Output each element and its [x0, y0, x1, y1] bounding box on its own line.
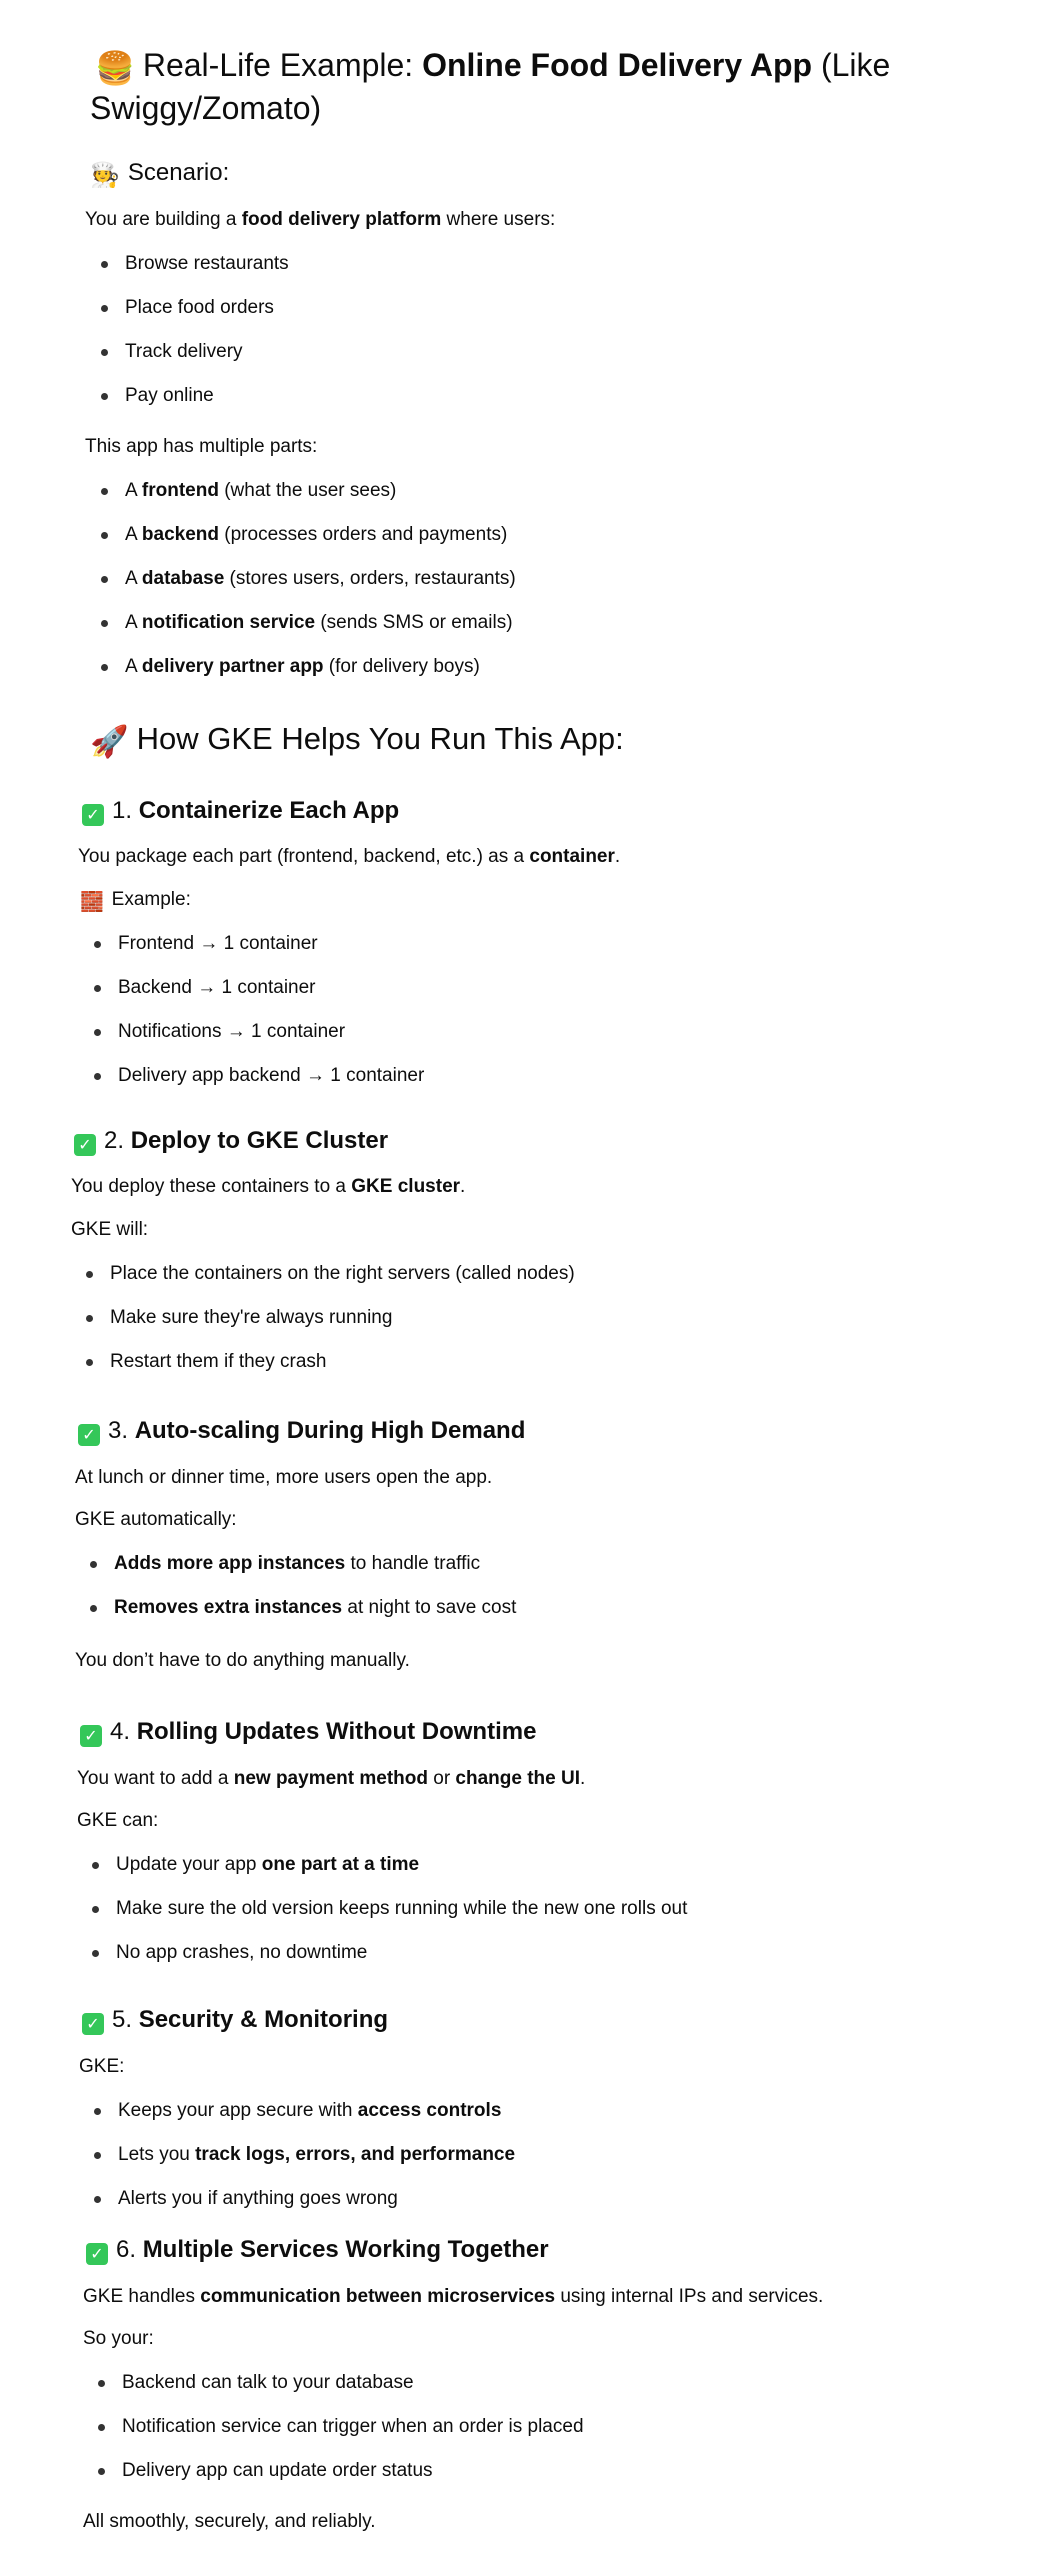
section-6-so: So your: — [83, 2328, 154, 2349]
parts-list — [88, 469, 516, 689]
list-item: Pay online — [88, 374, 289, 418]
list-item: Backend can talk to your database — [85, 2361, 584, 2405]
check-icon: ✓ — [86, 2243, 108, 2265]
list-item: Update your app one part at a time — [79, 1843, 687, 1887]
section-4-can: GKE can: — [77, 1810, 159, 1831]
section-5-heading: ✓ 5. Security & Monitoring — [82, 2005, 388, 2035]
list-item: Place the containers on the right servers (called nodes) — [73, 1252, 575, 1296]
section-5-gke: GKE: — [79, 2056, 125, 2077]
list-item: Make sure the old version keeps running while the new one rolls out — [79, 1887, 687, 1931]
list-item: Lets you track logs, errors, and performance — [81, 2133, 515, 2177]
list-item: A database (stores users, orders, restaurants) — [88, 557, 516, 601]
list-item: A delivery partner app (for delivery boys) — [88, 645, 516, 689]
check-icon: ✓ — [82, 2013, 104, 2035]
list-item: A notification service (sends SMS or emails) — [88, 601, 516, 645]
list-item: Frontend → 1 container — [81, 922, 424, 966]
list-item: A backend (processes orders and payments) — [88, 513, 516, 557]
section-3-auto: GKE automatically: — [75, 1509, 237, 1530]
list-item: A frontend (what the user sees) — [88, 469, 516, 513]
list-item: Keeps your app secure with access controls — [81, 2089, 515, 2133]
scenario-intro: You are building a food delivery platform where users: — [85, 209, 556, 230]
rocket-icon: 🚀 — [90, 724, 129, 759]
list-item: Alerts you if anything goes wrong — [81, 2177, 515, 2221]
section-4-text: You want to add a new payment method or change the UI. — [77, 1768, 586, 1789]
section-1-list — [81, 922, 424, 1098]
section-1-text: You package each part (frontend, backend, etc.) as a container. — [78, 846, 621, 867]
page-title: 🍔 Real-Life Example: Online Food Delivery App (Like Swiggy/Zomato) — [90, 47, 891, 126]
list-item: Track delivery — [88, 330, 289, 374]
list-item: Adds more app instances to handle traffic — [77, 1542, 516, 1586]
section-3-text: At lunch or dinner time, more users open the app. — [75, 1467, 493, 1488]
check-icon: ✓ — [78, 1424, 100, 1446]
bricks-icon: 🧱 — [80, 892, 104, 913]
section-2-list — [73, 1252, 575, 1384]
list-item: Make sure they're always running — [73, 1296, 575, 1340]
list-item: No app crashes, no downtime — [79, 1931, 687, 1975]
list-item: Notifications → 1 container — [81, 1010, 424, 1054]
check-icon: ✓ — [82, 804, 104, 826]
list-item: Delivery app backend → 1 container — [81, 1054, 424, 1098]
list-item: Delivery app can update order status — [85, 2449, 584, 2493]
section-3-outro: You don’t have to do anything manually. — [75, 1650, 410, 1671]
section-5-list — [81, 2089, 515, 2221]
section-6-list — [85, 2361, 584, 2493]
how-heading: 🚀 How GKE Helps You Run This App: — [90, 721, 624, 759]
section-2-will: GKE will: — [71, 1219, 149, 1240]
list-item: Restart them if they crash — [73, 1340, 575, 1384]
section-3-list — [77, 1542, 516, 1630]
list-item: Place food orders — [88, 286, 289, 330]
scenario-heading: 🧑‍🍳 Scenario: — [90, 159, 230, 189]
check-icon: ✓ — [74, 1134, 96, 1156]
cook-icon: 🧑‍🍳 — [90, 162, 120, 189]
list-item: Removes extra instances at night to save cost — [77, 1586, 516, 1630]
section-3-heading: ✓ 3. Auto-scaling During High Demand — [78, 1416, 525, 1446]
section-6-outro: All smoothly, securely, and reliably. — [83, 2511, 376, 2532]
list-item: Browse restaurants — [88, 242, 289, 286]
section-6-text: GKE handles communication between microservices using internal IPs and services. — [83, 2286, 824, 2307]
burger-icon: 🍔 — [95, 50, 135, 86]
scenario-list — [88, 242, 289, 418]
section-2-heading: ✓ 2. Deploy to GKE Cluster — [74, 1126, 388, 1156]
list-item: Backend → 1 container — [81, 966, 424, 1010]
example-label: 🧱 Example: — [80, 880, 191, 920]
section-4-list — [79, 1843, 687, 1975]
check-icon: ✓ — [80, 1725, 102, 1747]
list-item: Notification service can trigger when an order is placed — [85, 2405, 584, 2449]
section-4-heading: ✓ 4. Rolling Updates Without Downtime — [80, 1717, 536, 1747]
section-1-heading: ✓ 1. Containerize Each App — [82, 796, 399, 826]
parts-intro: This app has multiple parts: — [85, 436, 318, 457]
section-2-text: You deploy these containers to a GKE cluster. — [71, 1176, 466, 1197]
section-6-heading: ✓ 6. Multiple Services Working Together — [86, 2235, 549, 2265]
